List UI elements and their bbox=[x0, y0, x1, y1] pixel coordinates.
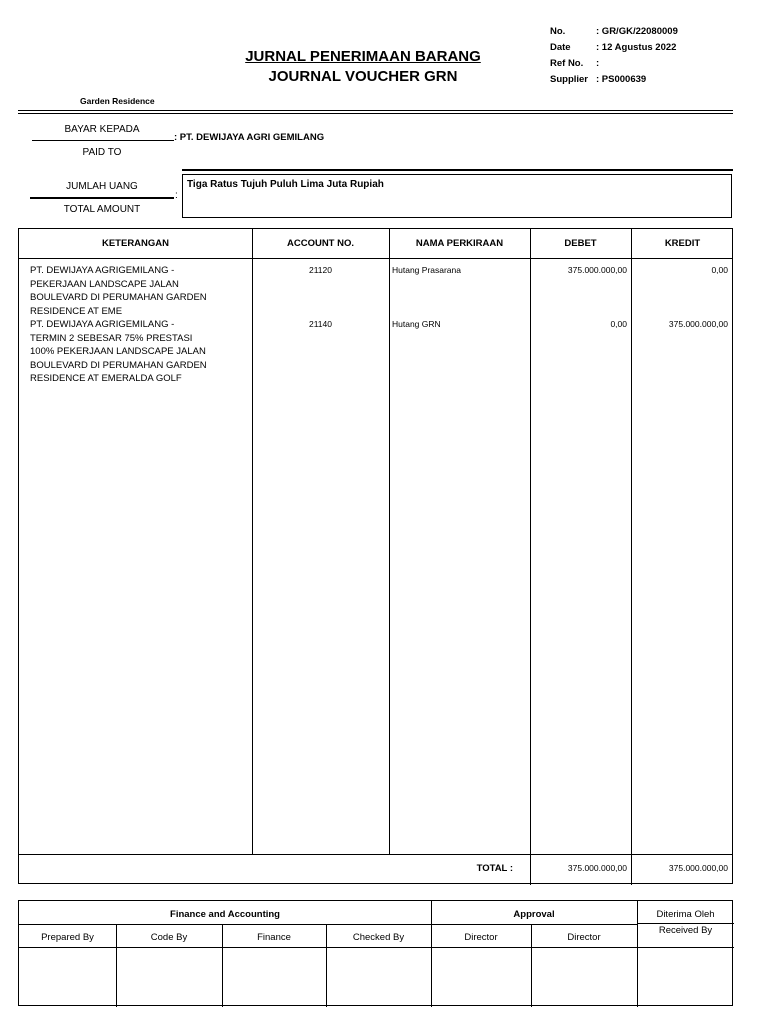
meta-no-label: No. bbox=[550, 26, 566, 37]
account-name-cell: Hutang Prasarana bbox=[392, 265, 461, 275]
total-credit: 375.000.000,00 bbox=[668, 863, 728, 873]
table-row-description bbox=[30, 318, 255, 386]
description-line: BOULEVARD DI PERUMAHAN GARDEN bbox=[30, 292, 207, 303]
voucher-meta bbox=[550, 24, 678, 88]
meta-ref-value: : bbox=[596, 58, 600, 69]
meta-supplier-value: : PS000639 bbox=[596, 74, 647, 85]
description-line: RESIDENCE AT EMERALDA GOLF bbox=[30, 373, 182, 384]
signature-role-rule bbox=[19, 947, 734, 948]
meta-ref-label: Ref No. bbox=[550, 58, 584, 69]
document-title-id: JURNAL PENERIMAAN BARANG bbox=[245, 48, 481, 65]
finance-accounting-header: Finance and Accounting bbox=[170, 909, 280, 920]
amount-label-en: TOTAL AMOUNT bbox=[63, 204, 141, 215]
column-header-kredit: KREDIT bbox=[664, 238, 701, 249]
debit-cell: 0,00 bbox=[610, 319, 627, 329]
director-label: Director bbox=[567, 932, 601, 943]
description-line: PT. DEWIJAYA AGRIGEMILANG - bbox=[30, 319, 175, 330]
column-divider bbox=[389, 229, 390, 854]
checked-by-label: Checked By bbox=[352, 932, 405, 943]
account-no-cell: 21140 bbox=[308, 319, 332, 329]
credit-cell: 375.000.000,00 bbox=[668, 319, 728, 329]
column-header-account-no: ACCOUNT NO. bbox=[286, 238, 355, 249]
amount-top-rule bbox=[182, 169, 733, 171]
approval-header: Approval bbox=[513, 909, 555, 920]
meta-supplier-label: Supplier bbox=[550, 74, 589, 85]
meta-date-value: : 12 Agustus 2022 bbox=[596, 42, 677, 53]
signature-table bbox=[18, 900, 733, 1006]
amount-in-words: Tiga Ratus Tujuh Puluh Lima Juta Rupiah bbox=[187, 179, 384, 190]
prepared-by-label: Prepared By bbox=[41, 932, 94, 943]
received-by-header-id: Diterima Oleh bbox=[656, 909, 715, 920]
description-line: BOULEVARD DI PERUMAHAN GARDEN bbox=[30, 359, 207, 371]
column-header-keterangan: KETERANGAN bbox=[101, 238, 170, 249]
payee-label-divider bbox=[32, 140, 174, 141]
meta-no-value: : GR/GK/22080009 bbox=[596, 26, 678, 37]
payee-label-id: BAYAR KEPADA bbox=[64, 124, 140, 135]
director-label: Director bbox=[464, 932, 498, 943]
received-by-header-en: Received By bbox=[658, 925, 713, 936]
amount-label-id: JUMLAH UANG bbox=[66, 181, 138, 192]
column-header-debet: DEBET bbox=[564, 238, 597, 249]
credit-cell: 0,00 bbox=[711, 265, 728, 275]
account-name-cell: Hutang GRN bbox=[392, 319, 441, 329]
payee-label-en: PAID TO bbox=[82, 147, 122, 158]
amount-box bbox=[182, 174, 732, 218]
description-line: RESIDENCE AT EME bbox=[30, 305, 123, 317]
total-label: TOTAL : bbox=[476, 863, 513, 874]
debit-cell: 375.000.000,00 bbox=[567, 265, 627, 275]
finance-label: Finance bbox=[257, 932, 291, 943]
journal-table bbox=[18, 228, 733, 884]
meta-date-label: Date bbox=[550, 42, 571, 53]
amount-label-divider bbox=[30, 197, 174, 199]
header-divider bbox=[18, 113, 733, 114]
code-by-label: Code By bbox=[150, 932, 188, 943]
total-debit: 375.000.000,00 bbox=[567, 863, 627, 873]
amount-colon: : bbox=[175, 190, 178, 201]
payee-value: : PT. DEWIJAYA AGRI GEMILANG bbox=[174, 132, 325, 143]
description-line: TERMIN 2 SEBESAR 75% PRESTASI bbox=[30, 332, 193, 344]
signature-group-rule bbox=[19, 924, 637, 925]
header-divider bbox=[18, 110, 733, 111]
header-rule bbox=[19, 258, 732, 259]
description-line: PT. DEWIJAYA AGRIGEMILANG - bbox=[30, 265, 175, 276]
column-header-nama-perkiraan: NAMA PERKIRAAN bbox=[415, 238, 504, 249]
description-line: PEKERJAAN LANDSCAPE JALAN bbox=[30, 278, 179, 290]
total-rule bbox=[19, 854, 732, 855]
signature-received-rule bbox=[637, 923, 734, 924]
table-row-description bbox=[30, 264, 255, 318]
company-name: Garden Residence bbox=[80, 96, 155, 106]
document-title-en: JOURNAL VOUCHER GRN bbox=[268, 68, 458, 85]
account-no-cell: 21120 bbox=[308, 265, 332, 275]
description-line: 100% PEKERJAAN LANDSCAPE JALAN bbox=[30, 346, 206, 357]
